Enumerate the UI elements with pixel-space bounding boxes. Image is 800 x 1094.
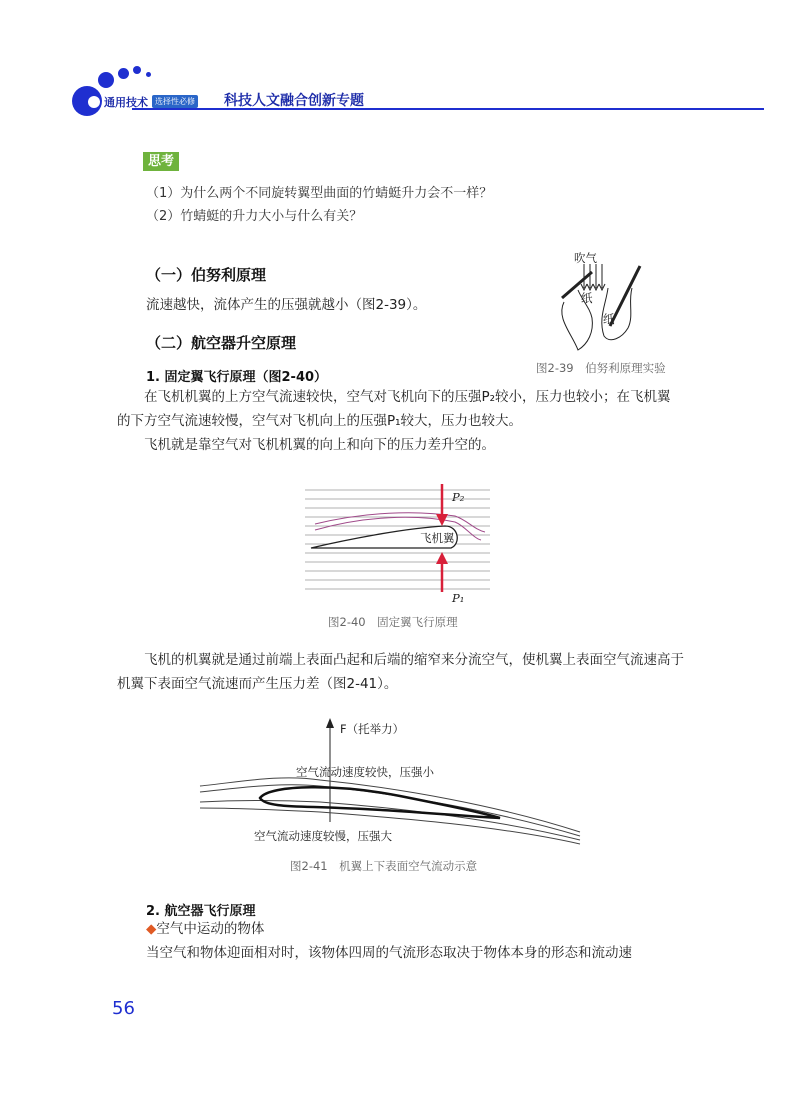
fixed-wing-paragraph: 在飞机机翼的上方空气流速较快，空气对飞机向下的压强P₂较小，压力也较小；在飞机翼的下方空气流速较慢，空气对飞机向上的压强P₁较大，压力也较大。 [117,389,671,429]
header-dot [146,72,151,77]
fig40-p1-label: P₁ [452,591,465,605]
wing-cross-section [260,787,500,818]
fig39-paper-label: 纸 [581,291,593,305]
subheading-fixed-wing: 1. 固定翼飞行原理（图2-40） [146,370,328,385]
subheading-aircraft-flight: 2. 航空器飞行原理 [146,904,256,919]
header-badge: 选择性必修 [152,95,198,108]
figure-bernoulli-experiment [548,248,668,358]
think-question: （1）为什么两个不同旋转翼型曲面的竹蜻蜓升力会不一样？ [146,186,493,201]
bullet-text: 空气中运动的物体 [156,921,265,937]
bullet-item [146,917,684,941]
header-dot [98,72,114,88]
think-question: （2）竹蜻蜓的升力大小与什么有关？ [146,209,363,224]
think-tag: 思考 [143,152,179,171]
fig41-bottom-label: 空气流动速度较慢，压强大 [254,829,392,843]
header-title: 科技人文融合创新专题 [224,93,364,109]
fig40-p2-label: P₂ [452,490,465,504]
fixed-wing-conclusion: 飞机就是靠空气对飞机机翼的向上和向下的压力差升空的。 [144,437,495,453]
bernoulli-text: 流速越快，流体产生的压强就越小（图2-39）。 [146,297,427,313]
header-dot-highlight [88,96,100,108]
header-series-label: 通用技术 [104,96,148,109]
diamond-bullet-icon: ◆ [146,921,157,937]
flight-paragraph: 当空气和物体迎面相对时，该物体四周的气流形态取决于物体本身的形态和流动速 [146,945,632,961]
header-dot [133,66,141,74]
fig39-paper-label: 纸 [603,312,615,326]
section-heading-bernoulli: （一）伯努利原理 [146,266,267,284]
section-heading-lift: （二）航空器升空原理 [146,334,297,352]
page-number: 56 [112,998,135,1019]
fig40-wing-label: 飞机翼 [420,531,455,545]
fig39-blow-label: 吹气 [574,251,597,265]
fig41-force-label: F（托举力） [340,722,405,736]
fig40-caption: 图2-40 固定翼飞行原理 [328,615,458,629]
wing-shape-paragraph: 飞机的机翼就是通过前端上表面凸起和后端的缩窄来分流空气，使机翼上表面空气流速高于机翼下表面空气流速而产生压力差（图2-41）。 [117,652,684,692]
fig41-caption: 图2-41 机翼上下表面空气流动示意 [290,859,478,873]
fig41-top-label: 空气流动速度较快，压强小 [296,765,434,779]
header-dot [118,68,129,79]
fig39-caption: 图2-39 伯努利原理实验 [536,361,666,375]
